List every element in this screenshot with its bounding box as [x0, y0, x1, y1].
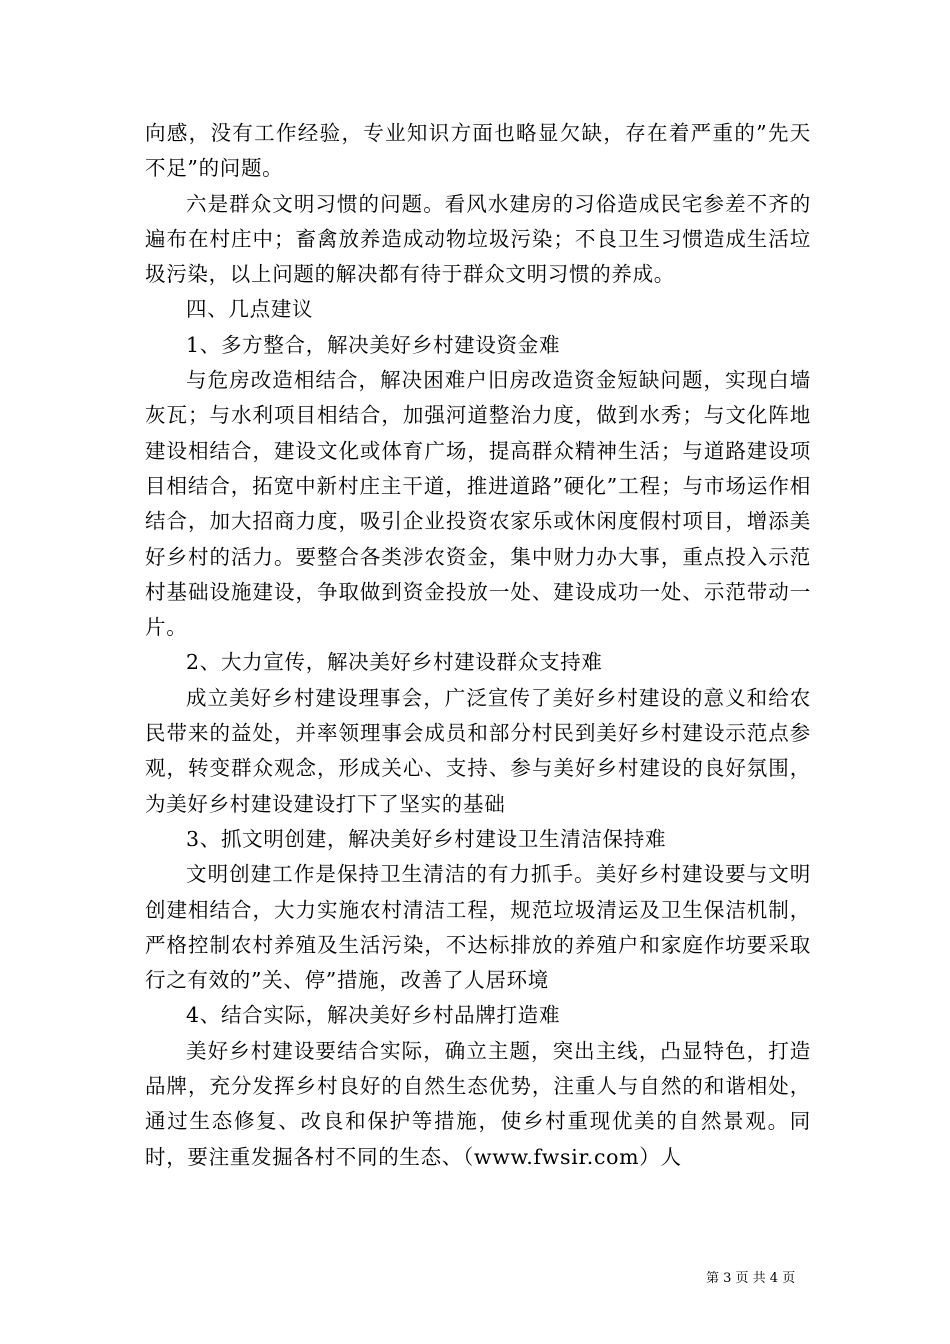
subheading-1: 1、多方整合，解决美好乡村建设资金难 — [186, 332, 561, 357]
paragraph-2: 六是群众文明习惯的问题。看风水建房的习俗造成民宅参差不齐的遍布在村庄中；畜禽放养造成动物垃圾污染；不良卫生习惯造成生活垃圾污染，以上问题的解决都有待于群众文明习惯的养成。 — [145, 191, 811, 287]
subheading-2: 2、大力宣传，解决美好乡村建设群众支持难 — [186, 650, 603, 675]
page-number-footer: 第 3 页 共 4 页 — [706, 1271, 796, 1286]
subheading-3: 3、抓文明创建，解决美好乡村建设卫生清洁保持难 — [186, 826, 667, 851]
paragraph-5: 文明创建工作是保持卫生清洁的有力抓手。美好乡村建设要与文明创建相结合，大力实施农村清洁工程，规范垃圾清运及卫生保洁机制，严格控制农村养殖及生活污染，不达标排放的养殖户和家庭作坊要采取行之有效的”关、停”措施，改善了人居环境 — [145, 862, 811, 993]
paragraph-1: 向感，没有工作经验，专业知识方面也略显欠缺，存在着严重的”先天不足”的问题。 — [145, 121, 811, 181]
paragraph-4: 成立美好乡村建设理事会，广泛宣传了美好乡村建设的意义和给农民带来的益处，并率领理事会成员和部分村民到美好乡村建设示范点参观，转变群众观念，形成关心、支持、参与美好乡村建设的良好氛围，为美好乡村建设建设打下了坚实的基础 — [145, 685, 811, 816]
document-body — [145, 116, 811, 1175]
subheading-4: 4、结合实际，解决美好乡村品牌打造难 — [186, 1003, 561, 1028]
paragraph-3: 与危房改造相结合，解决困难户旧房改造资金短缺问题，实现白墙灰瓦；与水利项目相结合，加强河道整治力度，做到水秀；与文化阵地建设相结合，建设文化或体育广场，提高群众精神生活；与道路建设项目相结合，拓宽中新村庄主干道，推进道路”硬化”工程；与市场运作相结合，加大招商力度，吸引企业投资农家乐或休闲度假村项目，增添美好乡村的活力。要整合各类涉农资金，集中财力办大事，重点投入示范村基础设施建设，争取做到资金投放一处、建设成功一处、示范带动一片。 — [145, 368, 811, 640]
section-heading-suggestions: 四、几点建议 — [186, 297, 314, 322]
paragraph-6: 美好乡村建设要结合实际，确立主题，突出主线，凸显特色，打造品牌，充分发挥乡村良好的自然生态优势，注重人与自然的和谐相处，通过生态修复、改良和保护等措施，使乡村重现优美的自然景观。同时，要注重发掘各村不同的生态、（www.fwsir.com）人 — [145, 1038, 811, 1169]
